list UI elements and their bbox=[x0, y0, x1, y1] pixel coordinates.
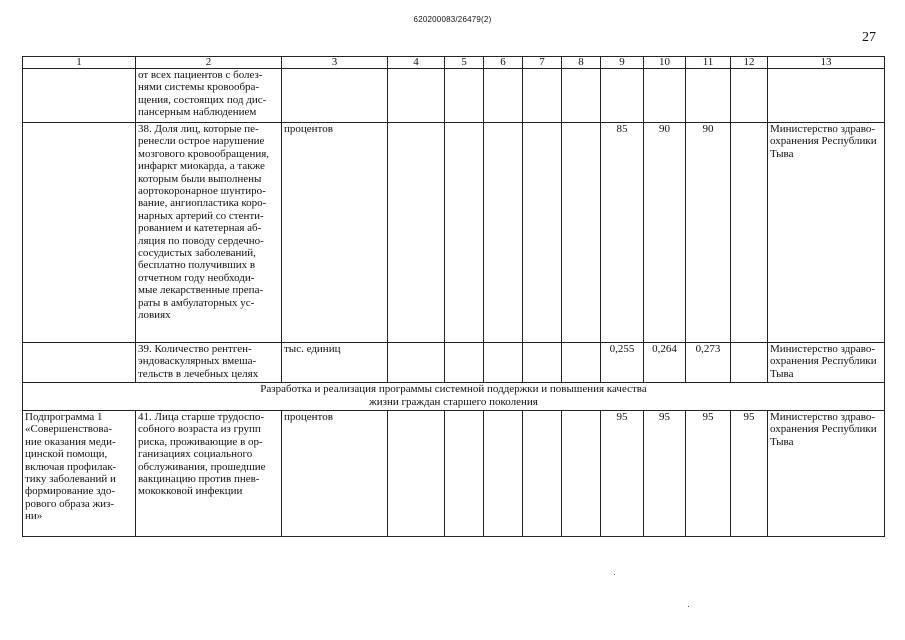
cell-responsible: Министерство здраво- охранения Республики Тыва bbox=[768, 123, 885, 343]
column-header: 12 bbox=[731, 57, 768, 69]
page-number: 27 bbox=[862, 30, 876, 45]
column-header: 5 bbox=[445, 57, 484, 69]
cell-value bbox=[523, 69, 562, 123]
cell-value bbox=[388, 411, 445, 537]
cell-indicator: 38. Доля лиц, которые пе- ренесли острое нарушение мозгового кровообращения, инфаркт миокарда, а также которым были выполнены аортокоронарное шунтиро- вание, ангиопластика коро- нарных артерий со стенти- рованием и катетерная аб- ляция по поводу сердечно- сосудистых заболеваний, бесплатно получивших в отчетном году необходи- мые лекарственные препа- раты в амбулаторных ус- ловиях bbox=[136, 123, 282, 343]
column-header: 8 bbox=[562, 57, 601, 69]
cell-value: 95 bbox=[731, 411, 768, 537]
cell-value bbox=[562, 411, 601, 537]
cell-value bbox=[644, 69, 686, 123]
cell-unit: процентов bbox=[282, 411, 388, 537]
cell-value bbox=[484, 343, 523, 383]
cell-value bbox=[484, 123, 523, 343]
cell-unit bbox=[282, 69, 388, 123]
cell-value bbox=[445, 69, 484, 123]
table-row bbox=[23, 123, 885, 343]
cell-value: 0,255 bbox=[601, 343, 644, 383]
cell-value bbox=[562, 343, 601, 383]
cell-value bbox=[601, 69, 644, 123]
cell-program bbox=[23, 123, 136, 343]
column-header: 1 bbox=[23, 57, 136, 69]
section-row bbox=[23, 383, 885, 411]
cell-program bbox=[23, 343, 136, 383]
cell-value bbox=[731, 123, 768, 343]
table-row bbox=[23, 69, 885, 123]
cell-indicator: от всех пациентов с болез- нями системы кровообра- щения, состоящих под дис- пансерным наблюдением bbox=[136, 69, 282, 123]
cell-value bbox=[731, 69, 768, 123]
table-row bbox=[23, 411, 885, 537]
cell-unit: тыс. единиц bbox=[282, 343, 388, 383]
cell-value bbox=[523, 123, 562, 343]
cell-value: 90 bbox=[644, 123, 686, 343]
column-header: 3 bbox=[282, 57, 388, 69]
indicators-table bbox=[22, 56, 885, 537]
column-header: 11 bbox=[686, 57, 731, 69]
cell-value: 95 bbox=[644, 411, 686, 537]
column-header: 9 bbox=[601, 57, 644, 69]
cell-indicator: 39. Количество рентген- эндоваскулярных вмеша- тельств в лечебных целях bbox=[136, 343, 282, 383]
cell-value: 90 bbox=[686, 123, 731, 343]
column-header: 4 bbox=[388, 57, 445, 69]
cell-program bbox=[23, 69, 136, 123]
cell-unit: процентов bbox=[282, 123, 388, 343]
cell-responsible bbox=[768, 69, 885, 123]
scan-speck bbox=[688, 606, 689, 607]
column-header: 10 bbox=[644, 57, 686, 69]
cell-value: 95 bbox=[601, 411, 644, 537]
header-row bbox=[23, 57, 885, 69]
cell-value: 0,273 bbox=[686, 343, 731, 383]
cell-value bbox=[445, 343, 484, 383]
section-title: Разработка и реализация программы системной поддержки и повышения качества жизни граждан старшего поколения bbox=[23, 383, 885, 411]
cell-responsible: Министерство здраво- охранения Республики Тыва bbox=[768, 411, 885, 537]
cell-value bbox=[562, 123, 601, 343]
column-header: 2 bbox=[136, 57, 282, 69]
cell-value: 0,264 bbox=[644, 343, 686, 383]
cell-value bbox=[484, 69, 523, 123]
column-header: 6 bbox=[484, 57, 523, 69]
cell-value bbox=[731, 343, 768, 383]
cell-value: 85 bbox=[601, 123, 644, 343]
table-row bbox=[23, 343, 885, 383]
cell-indicator: 41. Лица старше трудоспо- собного возраста из групп риска, проживающие в ор- ганизациях социального обслуживания, прошедшие вакцинацию против пнев- мококковой инфекции bbox=[136, 411, 282, 537]
scan-speck bbox=[614, 574, 615, 575]
cell-value bbox=[562, 69, 601, 123]
cell-value bbox=[523, 343, 562, 383]
cell-program: Подпрограмма 1 «Совершенствова- ние оказания меди- цинской помощи, включая профилак- тику заболеваний и формирование здо- рового образа жиз- ни» bbox=[23, 411, 136, 537]
document-id: 620200083/26479(2) bbox=[413, 15, 492, 24]
cell-value: 95 bbox=[686, 411, 731, 537]
cell-value bbox=[388, 123, 445, 343]
column-header: 13 bbox=[768, 57, 885, 69]
cell-responsible: Министерство здраво- охранения Республики Тыва bbox=[768, 343, 885, 383]
column-header: 7 bbox=[523, 57, 562, 69]
cell-value bbox=[388, 69, 445, 123]
cell-value bbox=[445, 123, 484, 343]
cell-value bbox=[484, 411, 523, 537]
cell-value bbox=[523, 411, 562, 537]
cell-value bbox=[445, 411, 484, 537]
cell-value bbox=[388, 343, 445, 383]
cell-value bbox=[686, 69, 731, 123]
